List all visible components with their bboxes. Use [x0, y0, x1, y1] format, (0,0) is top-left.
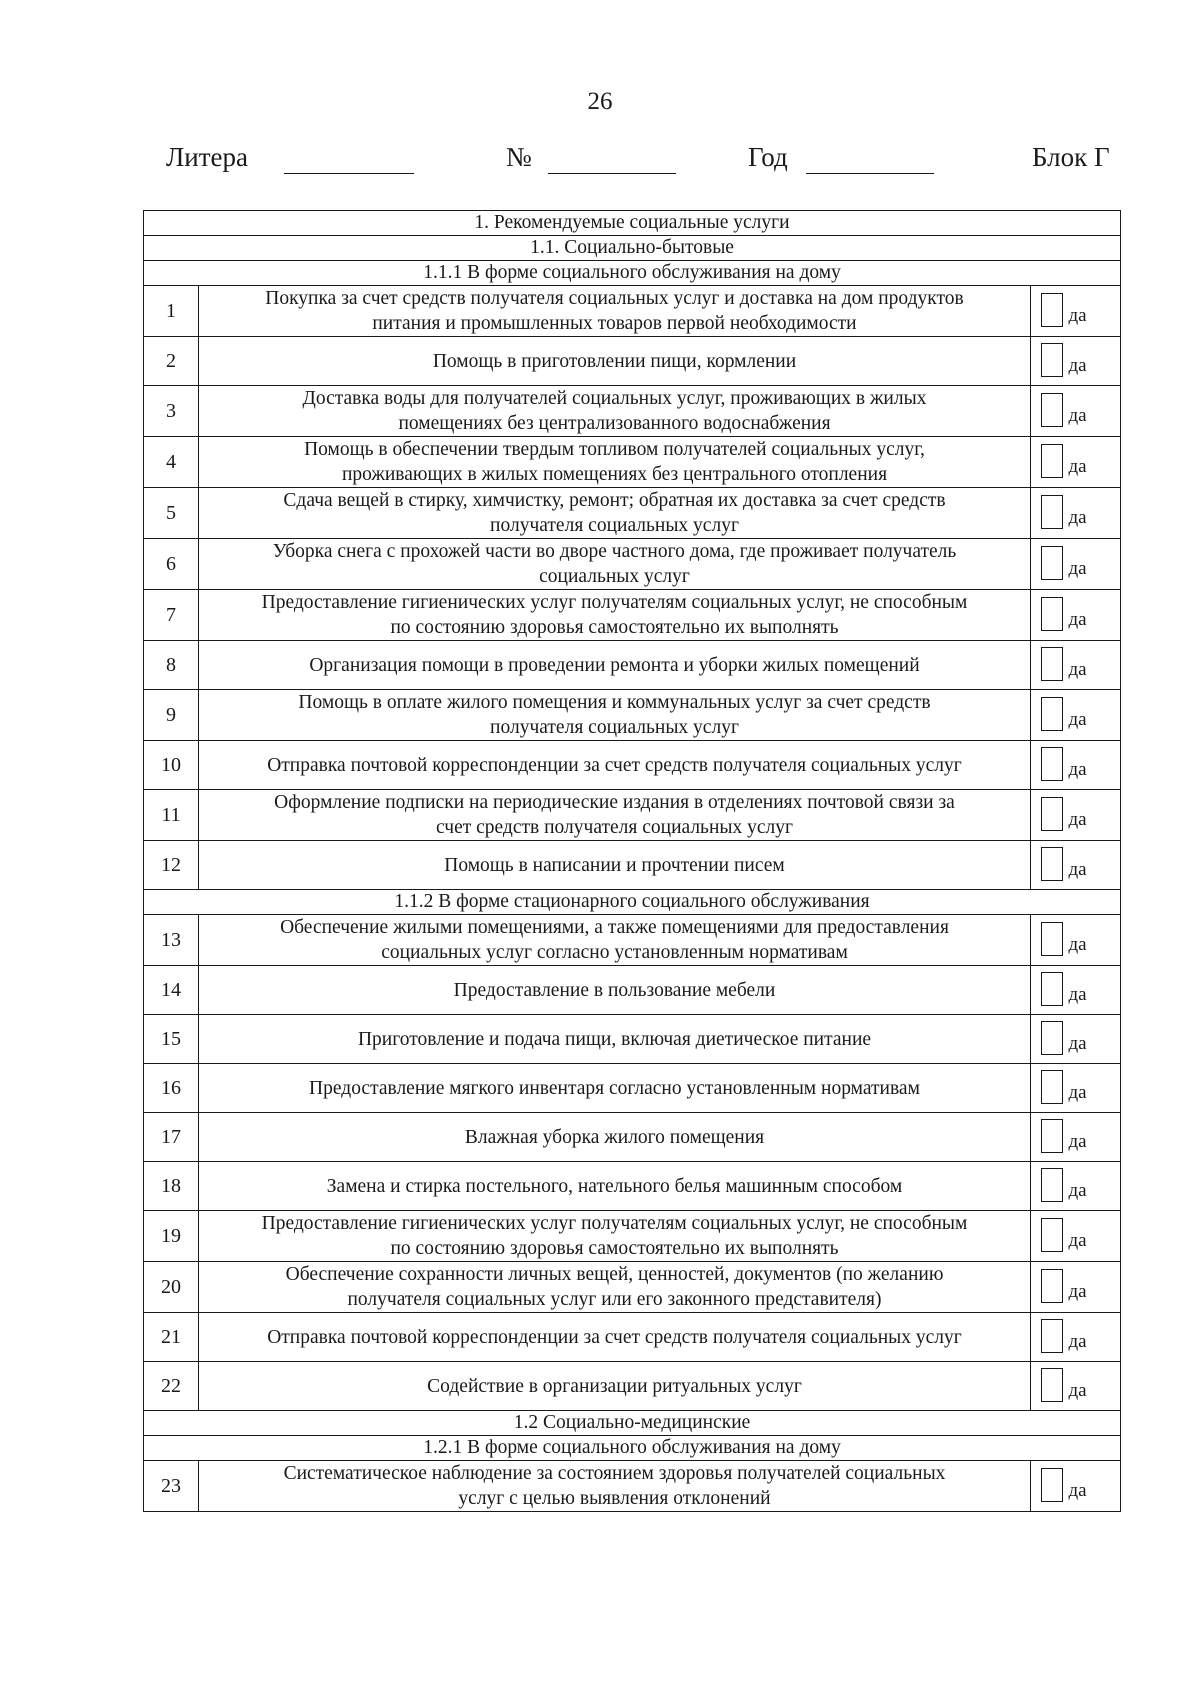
service-row [144, 437, 1121, 488]
service-description [199, 337, 1031, 386]
service-description [199, 741, 1031, 790]
yes-checkbox[interactable] [1041, 1218, 1063, 1252]
page-number: 26 [587, 88, 613, 115]
service-description-line: счет средств получателя социальных услуг [436, 817, 793, 838]
yes-checkbox-label: да [1068, 507, 1087, 528]
service-number: 11 [144, 790, 199, 841]
service-description-line: Предоставление в пользование мебели [453, 979, 776, 1001]
service-row [144, 539, 1121, 590]
service-description-line: Обеспечение сохранности личных вещей, ценностей, документов (по желанию [285, 1264, 944, 1285]
service-checkbox-cell [1031, 1313, 1121, 1362]
service-description-line: Помощь в написании и прочтении писем [444, 854, 785, 876]
service-row [144, 641, 1121, 690]
yes-checkbox-label: да [1068, 456, 1087, 477]
section-header-row [144, 236, 1121, 261]
service-row [144, 286, 1121, 337]
service-description-line: Содействие в организации ритуальных услуг [427, 1375, 802, 1397]
yes-checkbox-label: да [1068, 759, 1087, 780]
service-number: 9 [144, 690, 199, 741]
service-description [199, 1064, 1031, 1113]
yes-checkbox-label: да [1068, 709, 1087, 730]
service-checkbox-cell [1031, 841, 1121, 890]
section-header-row [144, 1436, 1121, 1461]
yes-checkbox[interactable] [1041, 922, 1063, 956]
section-title: 1.1.2 В форме стационарного социального обслуживания [144, 890, 1121, 915]
yes-checkbox-label: да [1068, 405, 1087, 426]
yes-checkbox[interactable] [1041, 1168, 1063, 1202]
section-title: 1.1.1 В форме социального обслуживания на дому [144, 261, 1121, 286]
service-row [144, 966, 1121, 1015]
yes-checkbox[interactable] [1041, 797, 1063, 831]
service-description-line: Предоставление гигиенических услуг получателям социальных услуг, не способным [261, 592, 968, 613]
service-description [199, 841, 1031, 890]
service-description-line: по состоянию здоровья самостоятельно их выполнять [390, 1238, 839, 1259]
service-number: 14 [144, 966, 199, 1015]
service-description [199, 1211, 1031, 1262]
block-label: Блок Г [1032, 142, 1110, 172]
service-checkbox-cell [1031, 386, 1121, 437]
yes-checkbox-group [1041, 1466, 1111, 1506]
yes-checkbox-group [1041, 1366, 1111, 1406]
service-checkbox-cell [1031, 1262, 1121, 1313]
service-row [144, 1162, 1121, 1211]
yes-checkbox-group [1041, 1019, 1111, 1059]
service-description-line: питания и промышленных товаров первой необходимости [372, 313, 857, 334]
service-description-line: помещениях без централизованного водоснабжения [398, 413, 831, 434]
service-description-line: Приготовление и подача пищи, включая диетическое питание [357, 1028, 872, 1050]
service-number: 15 [144, 1015, 199, 1064]
service-description [199, 488, 1031, 539]
section-header-row [144, 1411, 1121, 1436]
section-title: 1.2 Социально-медицинские [144, 1411, 1121, 1436]
service-description-line: Уборка снега с прохожей части во дворе частного дома, где проживает получатель [272, 541, 957, 562]
service-description [199, 386, 1031, 437]
service-checkbox-cell [1031, 1064, 1121, 1113]
service-number: 23 [144, 1461, 199, 1512]
service-checkbox-cell [1031, 641, 1121, 690]
service-row [144, 1113, 1121, 1162]
yes-checkbox-label: да [1068, 1131, 1087, 1152]
form-header [0, 142, 1200, 182]
service-description-line: Систематическое наблюдение за состоянием здоровья получателей социальных [283, 1463, 946, 1484]
litera-label: Литера [166, 142, 249, 172]
yes-checkbox-group [1041, 745, 1111, 785]
yes-checkbox[interactable] [1041, 597, 1063, 631]
yes-checkbox-label: да [1068, 1033, 1087, 1054]
service-description [199, 1113, 1031, 1162]
service-checkbox-cell [1031, 488, 1121, 539]
service-checkbox-cell [1031, 1113, 1121, 1162]
service-checkbox-cell [1031, 1461, 1121, 1512]
yes-checkbox[interactable] [1041, 1269, 1063, 1303]
service-number: 21 [144, 1313, 199, 1362]
yes-checkbox[interactable] [1041, 495, 1063, 529]
yes-checkbox[interactable] [1041, 343, 1063, 377]
service-description [199, 286, 1031, 337]
service-checkbox-cell [1031, 741, 1121, 790]
yes-checkbox-group [1041, 795, 1111, 835]
yes-checkbox-label: да [1068, 1281, 1087, 1302]
yes-checkbox-label: да [1068, 355, 1087, 376]
yes-checkbox-group [1041, 970, 1111, 1010]
section-header-row [144, 261, 1121, 286]
service-description [199, 590, 1031, 641]
service-checkbox-cell [1031, 915, 1121, 966]
service-description-line: Помощь в оплате жилого помещения и коммунальных услуг за счет средств [298, 692, 931, 713]
yes-checkbox[interactable] [1041, 1021, 1063, 1055]
service-row [144, 1362, 1121, 1411]
yes-checkbox-group [1041, 920, 1111, 960]
yes-checkbox-group [1041, 645, 1111, 685]
service-description-line: Помощь в приготовлении пищи, кормлении [432, 350, 797, 372]
service-description [199, 539, 1031, 590]
service-description [199, 690, 1031, 741]
service-description [199, 1313, 1031, 1362]
service-description-line: Организация помощи в проведении ремонта и уборки жилых помещений [309, 654, 920, 676]
service-description-line: Замена и стирка постельного, нательного белья машинным способом [326, 1175, 903, 1197]
year-label: Год [748, 142, 788, 172]
service-description-line: Влажная уборка жилого помещения [464, 1126, 765, 1148]
service-number: 8 [144, 641, 199, 690]
service-number: 13 [144, 915, 199, 966]
service-description [199, 790, 1031, 841]
services-table [143, 210, 1121, 1512]
service-checkbox-cell [1031, 539, 1121, 590]
service-row [144, 1262, 1121, 1313]
yes-checkbox[interactable] [1041, 847, 1063, 881]
yes-checkbox-label: да [1068, 1380, 1087, 1401]
number-field[interactable] [548, 173, 676, 174]
yes-checkbox-label: да [1068, 1180, 1087, 1201]
yes-checkbox-group [1041, 1068, 1111, 1108]
yes-checkbox-label: да [1068, 1230, 1087, 1251]
service-row [144, 1313, 1121, 1362]
service-description [199, 966, 1031, 1015]
yes-checkbox[interactable] [1041, 393, 1063, 427]
yes-checkbox[interactable] [1041, 1368, 1063, 1402]
service-description-line: Предоставление гигиенических услуг получателям социальных услуг, не способным [261, 1213, 968, 1234]
services-table-body [144, 211, 1121, 1512]
yes-checkbox-group [1041, 695, 1111, 735]
service-number: 2 [144, 337, 199, 386]
section-title: 1.2.1 В форме социального обслуживания на дому [144, 1436, 1121, 1461]
service-description [199, 641, 1031, 690]
service-description [199, 1262, 1031, 1313]
yes-checkbox-label: да [1068, 934, 1087, 955]
service-description-line: Сдача вещей в стирку, химчистку, ремонт; обратная их доставка за счет средств [283, 490, 946, 511]
service-description-line: проживающих в жилых помещениях без центрального отопления [341, 464, 888, 485]
service-number: 5 [144, 488, 199, 539]
service-row [144, 690, 1121, 741]
yes-checkbox[interactable] [1041, 747, 1063, 781]
yes-checkbox-group [1041, 493, 1111, 533]
service-number: 16 [144, 1064, 199, 1113]
service-row [144, 741, 1121, 790]
service-checkbox-cell [1031, 1362, 1121, 1411]
service-number: 1 [144, 286, 199, 337]
service-row [144, 841, 1121, 890]
yes-checkbox-label: да [1068, 1331, 1087, 1352]
yes-checkbox-label: да [1068, 305, 1087, 326]
service-description-line: Предоставление мягкого инвентаря согласно установленным нормативам [309, 1077, 920, 1099]
service-description-line: услуг с целью выявления отклонений [458, 1488, 771, 1509]
service-row [144, 386, 1121, 437]
service-description-line: Обеспечение жилыми помещениями, а также помещениями для предоставления [280, 917, 949, 938]
service-description-line: получателя социальных услуг или его законного представителя) [347, 1289, 882, 1310]
yes-checkbox-group [1041, 391, 1111, 431]
yes-checkbox[interactable] [1041, 972, 1063, 1006]
service-number: 10 [144, 741, 199, 790]
yes-checkbox-label: да [1068, 859, 1087, 880]
service-number: 19 [144, 1211, 199, 1262]
yes-checkbox-label: да [1068, 1480, 1087, 1501]
yes-checkbox[interactable] [1041, 546, 1063, 580]
service-row [144, 337, 1121, 386]
service-description-line: социальных услуг [539, 566, 690, 587]
yes-checkbox[interactable] [1041, 647, 1063, 681]
section-title: 1.1. Социально-бытовые [144, 236, 1121, 261]
service-number: 18 [144, 1162, 199, 1211]
yes-checkbox-group [1041, 341, 1111, 381]
service-checkbox-cell [1031, 337, 1121, 386]
service-description-line: Покупка за счет средств получателя социальных услуг и доставка на дом продуктов [265, 288, 964, 309]
service-checkbox-cell [1031, 966, 1121, 1015]
yes-checkbox-group [1041, 291, 1111, 331]
service-description [199, 1162, 1031, 1211]
service-description-line: по состоянию здоровья самостоятельно их выполнять [390, 617, 839, 638]
yes-checkbox-group [1041, 1216, 1111, 1256]
service-number: 20 [144, 1262, 199, 1313]
service-description-line: Доставка воды для получателей социальных услуг, проживающих в жилых [302, 388, 927, 409]
section-header-row [144, 890, 1121, 915]
service-row [144, 590, 1121, 641]
service-checkbox-cell [1031, 1015, 1121, 1064]
service-number: 4 [144, 437, 199, 488]
service-description-line: Отправка почтовой корреспонденции за счет средств получателя социальных услуг [267, 1326, 962, 1348]
service-checkbox-cell [1031, 790, 1121, 841]
service-description-line: социальных услуг согласно установленным нормативам [381, 942, 848, 963]
service-description-line: Отправка почтовой корреспонденции за счет средств получателя социальных услуг [267, 754, 962, 776]
yes-checkbox-group [1041, 1267, 1111, 1307]
yes-checkbox-label: да [1068, 609, 1087, 630]
yes-checkbox[interactable] [1041, 697, 1063, 731]
service-checkbox-cell [1031, 690, 1121, 741]
litera-field[interactable] [284, 173, 414, 174]
service-number: 22 [144, 1362, 199, 1411]
yes-checkbox-label: да [1068, 1082, 1087, 1103]
number-label: № [506, 142, 532, 172]
yes-checkbox-label: да [1068, 809, 1087, 830]
service-row [144, 488, 1121, 539]
yes-checkbox-label: да [1068, 558, 1087, 579]
yes-checkbox-label: да [1068, 659, 1087, 680]
service-checkbox-cell [1031, 286, 1121, 337]
year-field[interactable] [806, 173, 934, 174]
service-description [199, 437, 1031, 488]
yes-checkbox[interactable] [1041, 1119, 1063, 1153]
service-row [144, 1064, 1121, 1113]
service-number: 3 [144, 386, 199, 437]
section-header-row [144, 211, 1121, 236]
service-row [144, 790, 1121, 841]
service-description [199, 1015, 1031, 1064]
yes-checkbox-group [1041, 1117, 1111, 1157]
service-checkbox-cell [1031, 1211, 1121, 1262]
service-row [144, 1211, 1121, 1262]
service-row [144, 1015, 1121, 1064]
yes-checkbox-group [1041, 595, 1111, 635]
yes-checkbox[interactable] [1041, 444, 1063, 478]
yes-checkbox[interactable] [1041, 1319, 1063, 1353]
yes-checkbox[interactable] [1041, 1468, 1063, 1502]
service-number: 12 [144, 841, 199, 890]
service-row [144, 1461, 1121, 1512]
yes-checkbox[interactable] [1041, 293, 1063, 327]
service-description [199, 915, 1031, 966]
service-checkbox-cell [1031, 590, 1121, 641]
service-description-line: Оформление подписки на периодические издания в отделениях почтовой связи за [274, 792, 955, 813]
service-number: 17 [144, 1113, 199, 1162]
yes-checkbox-group [1041, 442, 1111, 482]
yes-checkbox-label: да [1068, 984, 1087, 1005]
service-description [199, 1461, 1031, 1512]
yes-checkbox-group [1041, 845, 1111, 885]
section-title: 1. Рекомендуемые социальные услуги [144, 211, 1121, 236]
service-checkbox-cell [1031, 437, 1121, 488]
yes-checkbox-group [1041, 1317, 1111, 1357]
yes-checkbox[interactable] [1041, 1070, 1063, 1104]
service-checkbox-cell [1031, 1162, 1121, 1211]
service-number: 7 [144, 590, 199, 641]
yes-checkbox-group [1041, 544, 1111, 584]
service-description-line: получателя социальных услуг [490, 515, 739, 536]
service-description-line: Помощь в обеспечении твердым топливом получателей социальных услуг, [304, 439, 925, 460]
service-description-line: получателя социальных услуг [490, 717, 739, 738]
service-number: 6 [144, 539, 199, 590]
service-row [144, 915, 1121, 966]
service-description [199, 1362, 1031, 1411]
yes-checkbox-group [1041, 1166, 1111, 1206]
